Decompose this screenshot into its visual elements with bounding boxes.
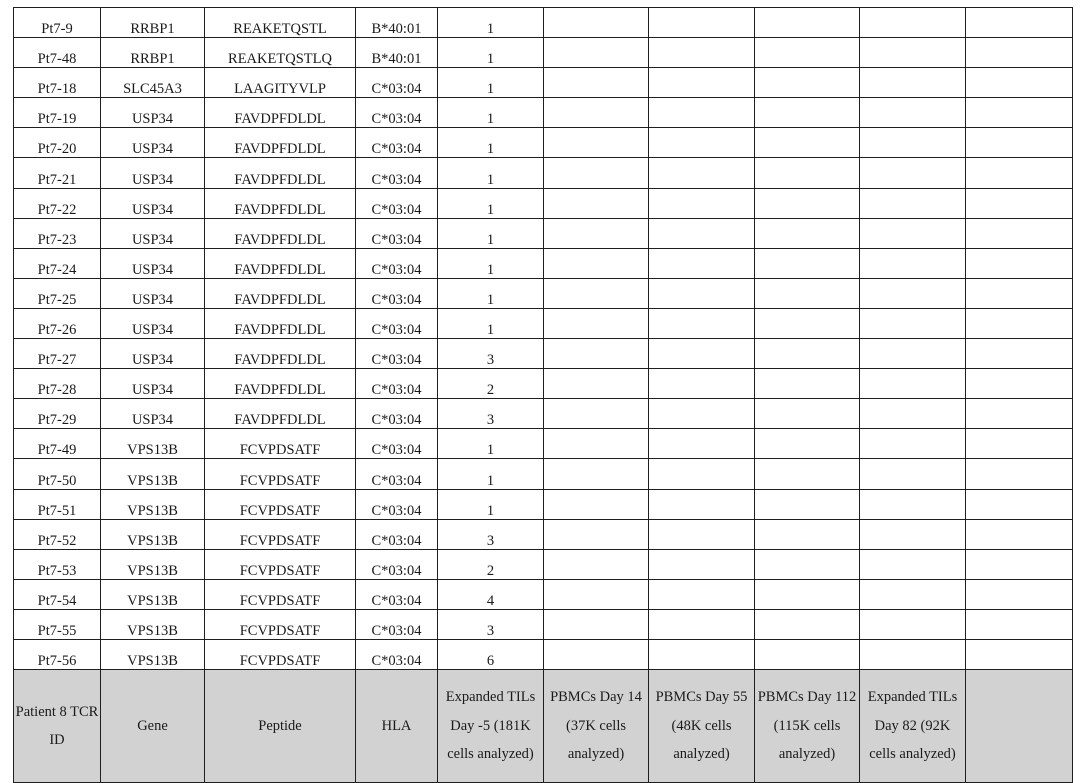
cell-count: 2 bbox=[438, 369, 544, 399]
header-pbmcs-day-112: PBMCs Day 112 (115K cells analyzed) bbox=[755, 670, 860, 783]
header-pbmcs-day-14: PBMCs Day 14 (37K cells analyzed) bbox=[544, 670, 649, 783]
cell-hla: C*03:04 bbox=[356, 549, 438, 579]
cell-empty bbox=[755, 128, 860, 158]
table-body bbox=[14, 8, 1073, 670]
cell-empty bbox=[966, 579, 1073, 609]
cell-empty bbox=[860, 218, 966, 248]
cell-hla: C*03:04 bbox=[356, 369, 438, 399]
cell-empty bbox=[755, 339, 860, 369]
cell-hla: C*03:04 bbox=[356, 128, 438, 158]
cell-count: 1 bbox=[438, 308, 544, 338]
cell-gene: VPS13B bbox=[101, 519, 205, 549]
cell-count: 2 bbox=[438, 549, 544, 579]
cell-empty bbox=[544, 549, 649, 579]
cell-empty bbox=[860, 308, 966, 338]
cell-empty bbox=[966, 429, 1073, 459]
cell-empty bbox=[649, 188, 755, 218]
cell-empty bbox=[860, 98, 966, 128]
header-hla: HLA bbox=[356, 670, 438, 783]
cell-empty bbox=[755, 248, 860, 278]
cell-empty bbox=[966, 609, 1073, 639]
cell-tcr-id: Pt7-48 bbox=[14, 38, 101, 68]
cell-peptide: FCVPDSATF bbox=[205, 549, 356, 579]
cell-hla: C*03:04 bbox=[356, 579, 438, 609]
table-row bbox=[14, 579, 1073, 609]
header-expanded-tils-day-82: Expanded TILs Day 82 (92K cells analyzed) bbox=[860, 670, 966, 783]
table-row bbox=[14, 549, 1073, 579]
cell-empty bbox=[544, 188, 649, 218]
tcr-table bbox=[13, 7, 1073, 783]
cell-gene: USP34 bbox=[101, 188, 205, 218]
cell-tcr-id: Pt7-29 bbox=[14, 399, 101, 429]
cell-peptide: FAVDPFDLDL bbox=[205, 278, 356, 308]
cell-tcr-id: Pt7-18 bbox=[14, 68, 101, 98]
cell-empty bbox=[755, 278, 860, 308]
cell-empty bbox=[544, 68, 649, 98]
cell-count: 4 bbox=[438, 579, 544, 609]
cell-peptide: FAVDPFDLDL bbox=[205, 128, 356, 158]
cell-empty bbox=[860, 248, 966, 278]
cell-empty bbox=[966, 158, 1073, 188]
cell-empty bbox=[755, 609, 860, 639]
cell-empty bbox=[544, 218, 649, 248]
cell-count: 1 bbox=[438, 8, 544, 38]
table-row bbox=[14, 609, 1073, 639]
cell-empty bbox=[649, 519, 755, 549]
cell-tcr-id: Pt7-50 bbox=[14, 459, 101, 489]
cell-peptide: FCVPDSATF bbox=[205, 639, 356, 669]
cell-empty bbox=[755, 549, 860, 579]
cell-empty bbox=[649, 218, 755, 248]
cell-empty bbox=[544, 248, 649, 278]
cell-tcr-id: Pt7-24 bbox=[14, 248, 101, 278]
cell-tcr-id: Pt7-56 bbox=[14, 639, 101, 669]
cell-empty bbox=[860, 158, 966, 188]
cell-empty bbox=[966, 98, 1073, 128]
cell-hla: C*03:04 bbox=[356, 459, 438, 489]
cell-tcr-id: Pt7-9 bbox=[14, 8, 101, 38]
cell-empty bbox=[649, 639, 755, 669]
table-row bbox=[14, 38, 1073, 68]
table-row bbox=[14, 459, 1073, 489]
cell-empty bbox=[649, 308, 755, 338]
cell-hla: C*03:04 bbox=[356, 609, 438, 639]
header-expanded-tils-day-minus5: Expanded TILs Day -5 (181K cells analyzed) bbox=[438, 670, 544, 783]
table-row bbox=[14, 519, 1073, 549]
table-row bbox=[14, 399, 1073, 429]
cell-gene: USP34 bbox=[101, 248, 205, 278]
cell-empty bbox=[966, 188, 1073, 218]
cell-hla: C*03:04 bbox=[356, 98, 438, 128]
cell-hla: C*03:04 bbox=[356, 308, 438, 338]
cell-tcr-id: Pt7-28 bbox=[14, 369, 101, 399]
cell-empty bbox=[649, 459, 755, 489]
cell-hla: C*03:04 bbox=[356, 158, 438, 188]
cell-peptide: FCVPDSATF bbox=[205, 429, 356, 459]
cell-empty bbox=[544, 339, 649, 369]
cell-empty bbox=[966, 399, 1073, 429]
cell-count: 1 bbox=[438, 98, 544, 128]
cell-empty bbox=[755, 158, 860, 188]
cell-count: 1 bbox=[438, 248, 544, 278]
cell-tcr-id: Pt7-49 bbox=[14, 429, 101, 459]
cell-empty bbox=[755, 308, 860, 338]
cell-empty bbox=[544, 399, 649, 429]
cell-empty bbox=[860, 339, 966, 369]
cell-empty bbox=[860, 8, 966, 38]
cell-empty bbox=[966, 459, 1073, 489]
cell-empty bbox=[755, 8, 860, 38]
table-row bbox=[14, 489, 1073, 519]
cell-gene: USP34 bbox=[101, 369, 205, 399]
cell-count: 3 bbox=[438, 609, 544, 639]
cell-empty bbox=[649, 278, 755, 308]
cell-empty bbox=[860, 128, 966, 158]
cell-empty bbox=[860, 579, 966, 609]
cell-empty bbox=[544, 278, 649, 308]
cell-empty bbox=[860, 68, 966, 98]
cell-hla: C*03:04 bbox=[356, 278, 438, 308]
cell-empty bbox=[966, 68, 1073, 98]
cell-peptide: FCVPDSATF bbox=[205, 489, 356, 519]
header-pbmcs-day-55: PBMCs Day 55 (48K cells analyzed) bbox=[649, 670, 755, 783]
cell-hla: C*03:04 bbox=[356, 429, 438, 459]
cell-count: 1 bbox=[438, 489, 544, 519]
cell-count: 3 bbox=[438, 399, 544, 429]
cell-tcr-id: Pt7-20 bbox=[14, 128, 101, 158]
cell-empty bbox=[649, 158, 755, 188]
cell-gene: VPS13B bbox=[101, 609, 205, 639]
cell-empty bbox=[649, 68, 755, 98]
cell-empty bbox=[860, 369, 966, 399]
cell-gene: USP34 bbox=[101, 158, 205, 188]
cell-empty bbox=[544, 8, 649, 38]
cell-empty bbox=[544, 489, 649, 519]
cell-count: 1 bbox=[438, 68, 544, 98]
table-row bbox=[14, 429, 1073, 459]
table-row bbox=[14, 98, 1073, 128]
cell-gene: VPS13B bbox=[101, 489, 205, 519]
cell-empty bbox=[544, 639, 649, 669]
cell-count: 1 bbox=[438, 38, 544, 68]
cell-empty bbox=[860, 519, 966, 549]
cell-hla: C*03:04 bbox=[356, 188, 438, 218]
cell-empty bbox=[755, 188, 860, 218]
cell-empty bbox=[649, 489, 755, 519]
cell-empty bbox=[649, 549, 755, 579]
table-row bbox=[14, 158, 1073, 188]
cell-empty bbox=[544, 308, 649, 338]
cell-empty bbox=[649, 339, 755, 369]
cell-peptide: FAVDPFDLDL bbox=[205, 308, 356, 338]
cell-empty bbox=[966, 8, 1073, 38]
cell-empty bbox=[860, 639, 966, 669]
cell-empty bbox=[755, 399, 860, 429]
cell-empty bbox=[649, 38, 755, 68]
cell-peptide: FAVDPFDLDL bbox=[205, 339, 356, 369]
cell-gene: USP34 bbox=[101, 278, 205, 308]
cell-hla: C*03:04 bbox=[356, 248, 438, 278]
cell-empty bbox=[649, 128, 755, 158]
cell-count: 3 bbox=[438, 339, 544, 369]
cell-hla: B*40:01 bbox=[356, 38, 438, 68]
table-row bbox=[14, 278, 1073, 308]
cell-count: 1 bbox=[438, 158, 544, 188]
cell-peptide: FCVPDSATF bbox=[205, 459, 356, 489]
cell-empty bbox=[649, 248, 755, 278]
header-patient-tcr-id: Patient 8 TCR ID bbox=[14, 670, 101, 783]
cell-empty bbox=[649, 399, 755, 429]
cell-empty bbox=[544, 609, 649, 639]
cell-gene: VPS13B bbox=[101, 639, 205, 669]
table-row bbox=[14, 308, 1073, 338]
cell-peptide: LAAGITYVLP bbox=[205, 68, 356, 98]
cell-empty bbox=[755, 519, 860, 549]
header-peptide: Peptide bbox=[205, 670, 356, 783]
cell-gene: USP34 bbox=[101, 98, 205, 128]
cell-empty bbox=[860, 278, 966, 308]
cell-tcr-id: Pt7-22 bbox=[14, 188, 101, 218]
cell-tcr-id: Pt7-53 bbox=[14, 549, 101, 579]
table-row bbox=[14, 369, 1073, 399]
cell-peptide: FAVDPFDLDL bbox=[205, 369, 356, 399]
cell-empty bbox=[755, 68, 860, 98]
cell-empty bbox=[966, 38, 1073, 68]
cell-empty bbox=[755, 489, 860, 519]
cell-count: 6 bbox=[438, 639, 544, 669]
cell-empty bbox=[544, 579, 649, 609]
cell-tcr-id: Pt7-52 bbox=[14, 519, 101, 549]
header-blank bbox=[966, 670, 1073, 783]
cell-tcr-id: Pt7-23 bbox=[14, 218, 101, 248]
cell-peptide: FAVDPFDLDL bbox=[205, 98, 356, 128]
cell-hla: C*03:04 bbox=[356, 68, 438, 98]
table-row bbox=[14, 248, 1073, 278]
cell-empty bbox=[544, 128, 649, 158]
cell-count: 1 bbox=[438, 459, 544, 489]
cell-count: 1 bbox=[438, 278, 544, 308]
cell-tcr-id: Pt7-19 bbox=[14, 98, 101, 128]
cell-empty bbox=[860, 459, 966, 489]
cell-gene: USP34 bbox=[101, 339, 205, 369]
cell-empty bbox=[755, 38, 860, 68]
cell-hla: C*03:04 bbox=[356, 639, 438, 669]
table-row bbox=[14, 188, 1073, 218]
cell-empty bbox=[544, 459, 649, 489]
cell-empty bbox=[649, 609, 755, 639]
cell-peptide: FCVPDSATF bbox=[205, 519, 356, 549]
cell-empty bbox=[966, 639, 1073, 669]
cell-empty bbox=[544, 519, 649, 549]
cell-empty bbox=[966, 218, 1073, 248]
table-row bbox=[14, 339, 1073, 369]
cell-gene: VPS13B bbox=[101, 429, 205, 459]
cell-count: 1 bbox=[438, 128, 544, 158]
cell-hla: C*03:04 bbox=[356, 519, 438, 549]
cell-empty bbox=[966, 339, 1073, 369]
cell-gene: VPS13B bbox=[101, 459, 205, 489]
cell-empty bbox=[755, 98, 860, 128]
cell-gene: SLC45A3 bbox=[101, 68, 205, 98]
cell-peptide: FAVDPFDLDL bbox=[205, 399, 356, 429]
cell-empty bbox=[649, 579, 755, 609]
cell-empty bbox=[966, 519, 1073, 549]
cell-empty bbox=[860, 489, 966, 519]
cell-peptide: FAVDPFDLDL bbox=[205, 218, 356, 248]
cell-tcr-id: Pt7-55 bbox=[14, 609, 101, 639]
cell-count: 1 bbox=[438, 188, 544, 218]
table-row bbox=[14, 8, 1073, 38]
cell-tcr-id: Pt7-54 bbox=[14, 579, 101, 609]
header-row bbox=[14, 670, 1073, 783]
table-row bbox=[14, 639, 1073, 669]
cell-empty bbox=[755, 579, 860, 609]
cell-gene: VPS13B bbox=[101, 579, 205, 609]
header-gene: Gene bbox=[101, 670, 205, 783]
cell-empty bbox=[544, 158, 649, 188]
cell-tcr-id: Pt7-21 bbox=[14, 158, 101, 188]
cell-tcr-id: Pt7-51 bbox=[14, 489, 101, 519]
cell-count: 1 bbox=[438, 429, 544, 459]
cell-peptide: FAVDPFDLDL bbox=[205, 188, 356, 218]
cell-gene: RRBP1 bbox=[101, 38, 205, 68]
cell-gene: USP34 bbox=[101, 128, 205, 158]
cell-empty bbox=[649, 429, 755, 459]
cell-empty bbox=[544, 429, 649, 459]
cell-empty bbox=[860, 38, 966, 68]
cell-empty bbox=[860, 609, 966, 639]
cell-peptide: FAVDPFDLDL bbox=[205, 248, 356, 278]
cell-empty bbox=[966, 489, 1073, 519]
cell-gene: USP34 bbox=[101, 218, 205, 248]
cell-empty bbox=[966, 549, 1073, 579]
cell-hla: B*40:01 bbox=[356, 8, 438, 38]
cell-empty bbox=[860, 188, 966, 218]
table-row bbox=[14, 68, 1073, 98]
cell-empty bbox=[966, 308, 1073, 338]
cell-empty bbox=[544, 98, 649, 128]
table-row bbox=[14, 128, 1073, 158]
cell-empty bbox=[755, 459, 860, 489]
cell-empty bbox=[755, 369, 860, 399]
cell-count: 3 bbox=[438, 519, 544, 549]
cell-tcr-id: Pt7-26 bbox=[14, 308, 101, 338]
cell-empty bbox=[649, 98, 755, 128]
cell-tcr-id: Pt7-25 bbox=[14, 278, 101, 308]
cell-peptide: FCVPDSATF bbox=[205, 579, 356, 609]
cell-gene: USP34 bbox=[101, 308, 205, 338]
cell-empty bbox=[966, 369, 1073, 399]
cell-gene: RRBP1 bbox=[101, 8, 205, 38]
cell-hla: C*03:04 bbox=[356, 218, 438, 248]
cell-empty bbox=[966, 278, 1073, 308]
cell-empty bbox=[755, 218, 860, 248]
cell-hla: C*03:04 bbox=[356, 399, 438, 429]
cell-gene: USP34 bbox=[101, 399, 205, 429]
cell-empty bbox=[966, 248, 1073, 278]
cell-empty bbox=[860, 429, 966, 459]
cell-hla: C*03:04 bbox=[356, 489, 438, 519]
cell-peptide: FAVDPFDLDL bbox=[205, 158, 356, 188]
cell-empty bbox=[755, 639, 860, 669]
cell-empty bbox=[649, 8, 755, 38]
cell-empty bbox=[860, 399, 966, 429]
cell-empty bbox=[544, 369, 649, 399]
cell-empty bbox=[860, 549, 966, 579]
cell-gene: VPS13B bbox=[101, 549, 205, 579]
cell-peptide: REAKETQSTLQ bbox=[205, 38, 356, 68]
cell-empty bbox=[966, 128, 1073, 158]
cell-hla: C*03:04 bbox=[356, 339, 438, 369]
cell-peptide: REAKETQSTL bbox=[205, 8, 356, 38]
cell-count: 1 bbox=[438, 218, 544, 248]
table-row bbox=[14, 218, 1073, 248]
cell-empty bbox=[649, 369, 755, 399]
cell-empty bbox=[544, 38, 649, 68]
cell-empty bbox=[755, 429, 860, 459]
cell-tcr-id: Pt7-27 bbox=[14, 339, 101, 369]
cell-peptide: FCVPDSATF bbox=[205, 609, 356, 639]
